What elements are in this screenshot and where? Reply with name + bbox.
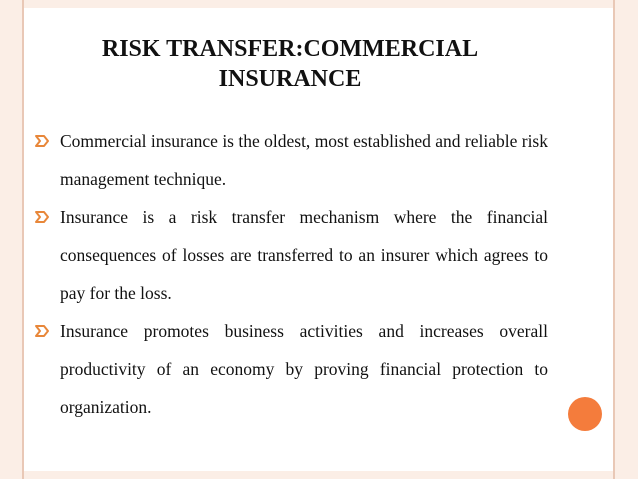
decorative-circle [568, 397, 602, 431]
bullet-item [34, 122, 548, 198]
frame-left [0, 0, 22, 479]
bullet-text: Insurance promotes business activities and increases overall productivity of an economy by proving financial protection to organization. [60, 321, 548, 417]
frame-bottom [0, 471, 638, 479]
bullet-text: Commercial insurance is the oldest, most established and reliable risk management technique. [60, 131, 548, 189]
bullet-arrow-icon [34, 134, 50, 148]
bullet-arrow-icon [34, 324, 50, 338]
frame-right [615, 0, 638, 479]
frame-line-right [613, 0, 615, 479]
bullet-arrow-icon [34, 210, 50, 224]
bullet-list [34, 122, 548, 426]
bullet-text: Insurance is a risk transfer mechanism where the financial consequences of losses are transferred to an insurer which agrees to pay for the loss. [60, 207, 548, 303]
bullet-item [34, 312, 548, 426]
frame-line-left [22, 0, 24, 479]
slide-title: RISK TRANSFER:COMMERCIAL INSURANCE [101, 36, 479, 92]
frame-top [0, 0, 638, 8]
bullet-item [34, 198, 548, 312]
